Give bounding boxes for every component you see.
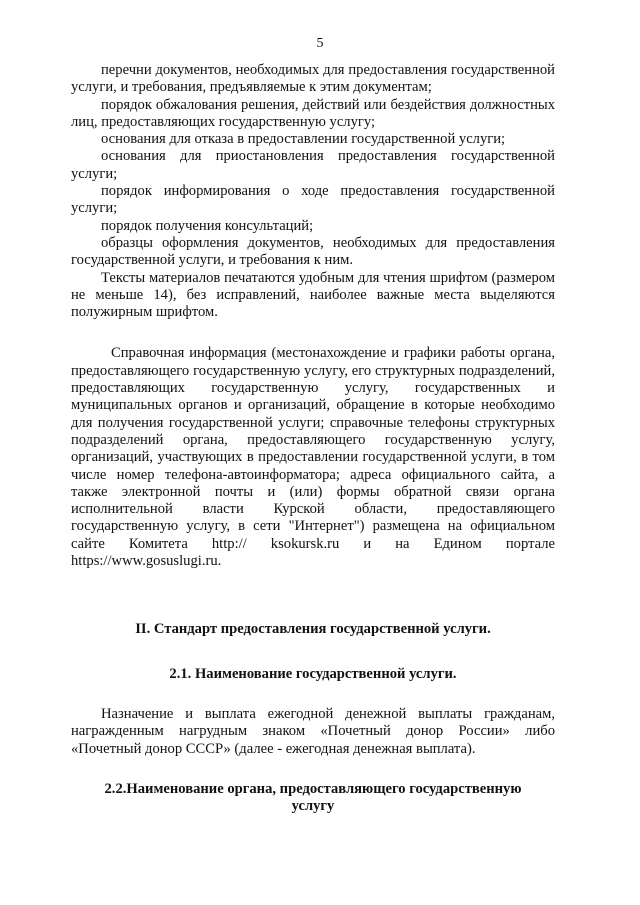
subsection-2-1-text: Назначение и выплата ежегодной денежной выплаты гражданам, награжденным нагрудным знаком «Почетный донор России» либо «Почетный донор СССР» (далее - ежегодная денежная выплата). — [71, 705, 555, 757]
page-number: 5 — [316, 36, 324, 51]
list-item-refusal: основания для отказа в предоставлении государственной услуги; — [101, 131, 506, 148]
subsection-2-2-heading-line2: услугу — [291, 798, 335, 815]
font-requirements-paragraph: Тексты материалов печатаются удобным для чтения шрифтом (размером не меньше 14), без исправлений, наиболее важные места выделяются полужирным шрифтом. — [71, 269, 555, 321]
list-item-progress-info: порядок информирования о ходе предоставления государственной услуги; — [71, 183, 555, 217]
subsection-2-1-heading: 2.1. Наименование государственной услуги. — [169, 665, 457, 682]
list-item-consultations: порядок получения консультаций; — [101, 217, 314, 234]
list-item-appeal: порядок обжалования решения, действий или бездействия должностных лиц, предоставляющих государственную услугу; — [71, 96, 555, 130]
section-heading: II. Стандарт предоставления государственной услуги. — [135, 621, 491, 638]
reference-info-paragraph: Справочная информация (местонахождение и графики работы органа, предоставляющего государственную услугу, его структурных подразделений, предоставляющих государственную услугу, государственных и муниципальных органов и организаций, обращение в которые необходимо для получения государственной услуги; справочные телефоны структурных подразделений органа, предоставляющего государственную услугу, организаций, участвующих в предоставлении государственной услуги, в том числе номер телефона-автоинформатора; адреса официального сайта, а также электронной почты и (или) формы обратной связи органа исполнительной власти Курской области, предоставляющего государственную услугу, в сети "Интернет") размещена на официальном сайте Комитета http:// ksokursk.ru и на Едином портале https://www.gosuslugi.ru. — [71, 345, 555, 570]
page-content — [71, 62, 555, 815]
list-item-documents: перечни документов, необходимых для предоставления государственной услуги, и требования, предъявляемые к этим документам; — [71, 62, 555, 96]
list-item-form-samples: образцы оформления документов, необходимых для предоставления государственной услуги, и требования к ним. — [71, 234, 555, 269]
list-item-suspension: основания для приостановления предоставления государственной услуги; — [71, 148, 555, 182]
subsection-2-2-heading-line1: 2.2.Наименование органа, предоставляющего государственную — [104, 780, 522, 797]
